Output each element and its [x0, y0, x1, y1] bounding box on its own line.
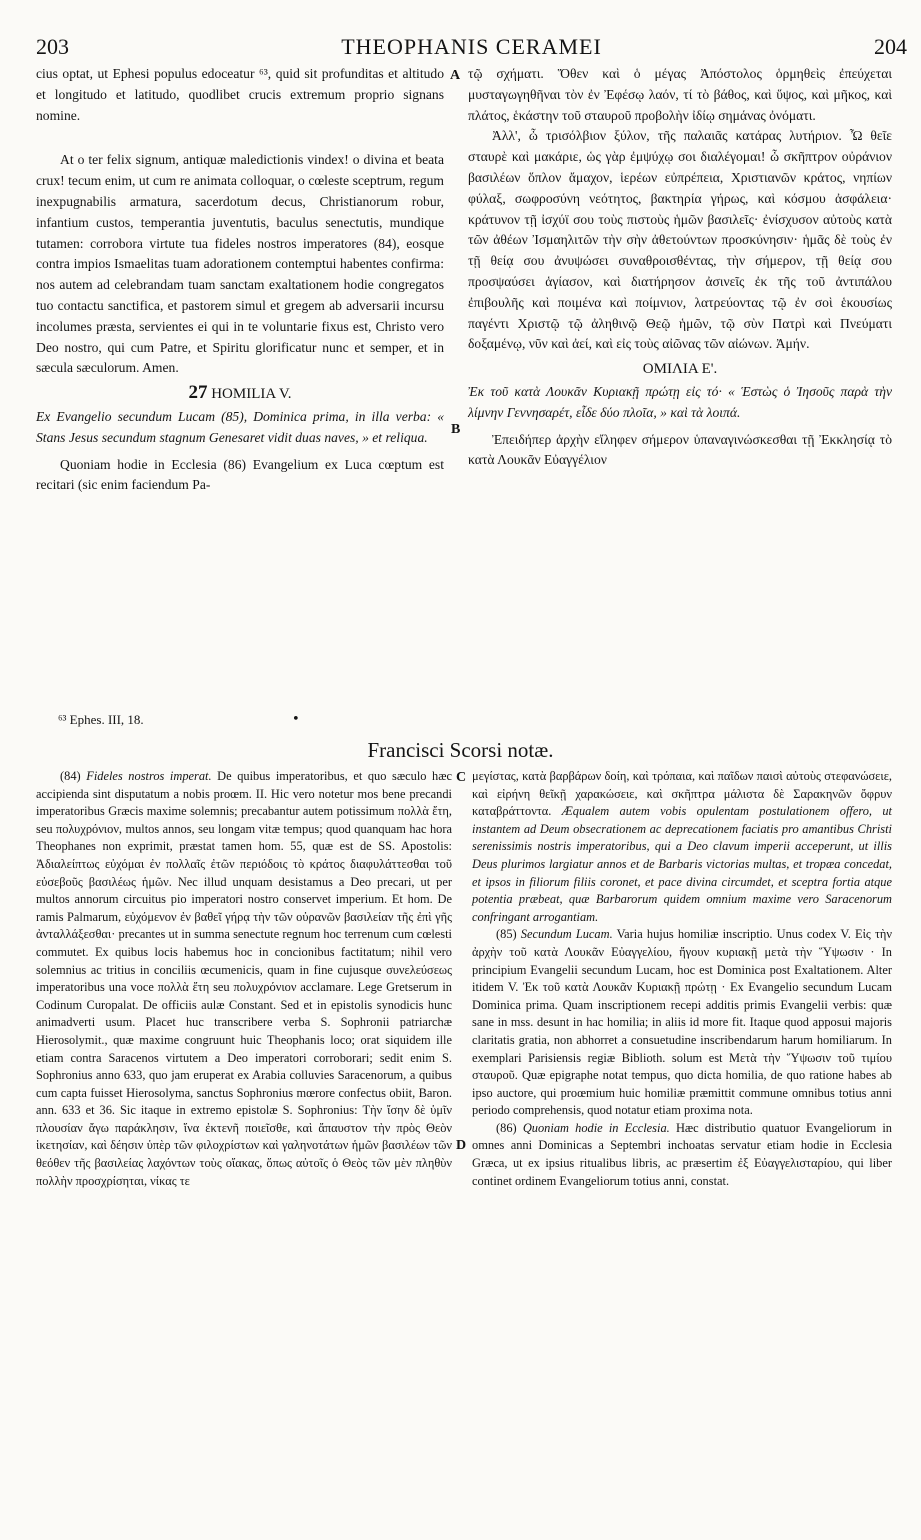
note-85-text: Varia hujus homiliæ inscriptio. Unus codex V. Εἰς τὴν ἀρχὴν τοῦ κατὰ Λουκᾶν Εὐαγγελίου, ἤγουν κυριακῇ μετὰ τὴν Ὕψωσιν · In principium Evangelii secundum Lucam, hoc est Dominica post Exaltationem. Alter itidem V. Ἐκ τοῦ κατὰ Λουκᾶν Κυριακῇ πρώτῃ · Ex Evangelio secundum Lucam Dominica prima. Quam inscriptionem recepi additis primis Evangelii verbis: quæ sane in mss. desunt in hac homilia; in aliis id more fit. Itaque quod apposui majoris claritatis gratia, non abhorret a consuetudine inscribendarum harum homiliarum. In exemplari Parisiensis regiæ Biblioth. solum est Μετὰ τὴν Ὕψωσιν τοῦ τιμίου σταυροῦ. Quæ epigraphe notat tempus, quo dicta homilia, de quo ratione habes ab ipso auctore, qui proœmium huic homiliæ præmittit commune omnibus totius anni periodo comprehensis, quod notatur etiam proxima nota. — [472, 927, 893, 1118]
footnote: ⁶³ Ephes. III, 18. — [58, 712, 144, 727]
running-header — [36, 34, 907, 62]
latin-homily-heading — [36, 383, 444, 405]
latin-homily-subtitle: Ex Evangelio secundum Lucam (85), Dominica prima, in illa verba: « Stans Jesus secundum stagnum Genesaret vidit duas naves, » et reliqua. — [36, 408, 444, 445]
latin-column-top — [36, 64, 444, 496]
page-number-left: 203 — [36, 34, 69, 59]
note-86-lemma: Quoniam hodie in Ecclesia. — [522, 1120, 670, 1135]
margin-marker-a: A — [450, 68, 461, 83]
greek-paragraph-2: Ἀλλ', ὦ τρισόλβιον ξύλον, τῆς παλαιᾶς κατάρας λυτήριον. Ὦ θεῖε σταυρὲ καὶ μακάριε, ὡς γὰρ ἐμψύχῳ σοι διαλέγομαι! ὦ σκῆπτρον οὐράνιον βασιλέων ὅπλον ἄμαχον, ἱερέων εὐπρέπεια, Χριστιανῶν κράτος, νηπίων φύλαξ, σωφροσύνη νεότητος, βακτηρία γήρως, καὶ κόσμου ἀσφάλεια· κράτυνον τῇ ἰσχύϊ σου τοὺς πιστοὺς ἡμῶν βασιλεῖς· ἐνίσχυσον αὐτοὺς κατὰ τῶν ἀθέων Ἰσμαηλιτῶν τὴν σὴν ἀθετούντων προσκύνησιν· ἡμᾶς δὲ τοὺς ἐν τῇ θείᾳ σου ἀνυψώσει συναθροισθέντας, τὴν σήμερον, τῇ θείᾳ σου προσψαύσει ἁγίασον, καὶ διατήρησον ἀσινεῖς ἐκ τῆς τοῦ ἀντιπάλου ἐπιβουλῆς καὶ ποιμένα καὶ ποίμνιον, λατρεύοντας τῷ ἐν σοὶ ἑκουσίως παγέντι Χριστῷ τῷ ἀληθινῷ Θεῷ ἡμῶν, τῷ σὺν Πατρὶ καὶ Πνεύματι δοξαμένῳ, νῦν καὶ ἀεί, καὶ εἰς τοὺς αἰῶνας τῶν αἰώνων. Ἀμήν. — [468, 128, 892, 352]
margin-marker-b: B — [451, 422, 461, 437]
greek-homily-subtitle: Ἐκ τοῦ κατὰ Λουκᾶν Κυριακῇ πρώτῃ εἰς τό· « Ἑστὼς ὁ Ἰησοῦς παρὰ τὴν λίμνην Γεννησαρέτ, εἶδε δύο πλοῖα, » καὶ τὰ λοιπά. — [468, 383, 892, 420]
latin-paragraph-3: Quoniam hodie in Ecclesia (86) Evangelium ex Luca cœptum est recitari (sic enim faciendum Pa- — [36, 456, 444, 493]
greek-paragraph-3: Ἐπειδήπερ ἀρχὴν εἴληφεν σήμερον ὑπαναγινώσκεσθαι τῇ Ἐκκλησίᾳ τὸ κατὰ Λουκᾶν Εὐαγγέλιον — [468, 431, 892, 468]
running-title: THEOPHANIS CERAMEI — [341, 34, 602, 59]
note-86-number: (86) — [496, 1120, 517, 1135]
greek-homily-heading — [468, 359, 892, 380]
margin-marker-d: D — [456, 1138, 467, 1153]
notes-column-left — [36, 768, 452, 1190]
note-84-continuation — [472, 768, 892, 926]
homily-number: 27 — [188, 382, 208, 404]
greek-paragraph-1: τῷ σχήματι. Ὅθεν καὶ ὁ μέγας Ἀπόστολος ὁρμηθεὶς ἐπεύχεται μυσταγωγηθῆναι τὸν ἐν Ἐφέσῳ λαόν, τί τὸ βάθος, καὶ ὕψος, καὶ μῆκος, καὶ πλάτος, ἑκάστην τοῦ σταυροῦ προβολὴν ἰδίῳ σημάνας ὀνόματι. — [468, 66, 892, 123]
note-86-text: Hæc distributio quatuor Evangeliorum in omnes anni Dominicas a Septembri inchoatas servatur etiam hodie in Ecclesia Græca, ut ex ipsius ritualibus libris, ac præsertim ἐξ Εὐαγγελισταρίου, qui liber continet ordinem Evangeliorum totius anni, constat. — [472, 1120, 892, 1188]
latin-paragraph-1: cius optat, ut Ephesi populus edoceatur ⁶³, quid sit profunditas et altitudo et longitudo et latitudo, quodlibet crucis extremum proprio signans nomine. — [36, 66, 444, 123]
note-84-lemma: Fideles nostros imperat. — [86, 769, 212, 783]
note-85 — [472, 926, 892, 1120]
note-84-greek-quote: μεγίστας, κατὰ βαρβάρων δοίη, καὶ τρόπαια, καὶ παῖδων παισὶ αὐτοὺς στεφανώσειε, καὶ εἰρήνη θεῖκῇ χαρακώσειε, καὶ σκῆπτρα μάλιστα δὲ Σαρακηνῶν ὄφρυν καταβράττοντα. — [472, 769, 892, 819]
note-84-number: (84) — [60, 769, 81, 783]
latin-homily-title: HOMILIA V. — [211, 386, 292, 403]
note-84-text: De quibus imperatoribus, et quo sæculo hæc accipienda sint disputatum a nobis proœm. II. Hic vero notetur mos bene precandi imperatoribus Græcis maxime solemnis; precabantur autem potissimum πολλὰ ἔτη, seu πολυχρόνιον, multos annos, seu longam vitæ tempus; quod quanquam hac hora Theophanes non exprimit, præstat tamen hom. 55, quæ est de SS. Apostolis: Ἀδιαλείπτως εὐχόμαι ἐν πολλαῖς ἐτῶν περιόδοις τὸ κράτος διαφυλάττεσθαι τοῦ εὐσεβοῦς βασιλέως ἡμῶν. Nec illud unquam desistamus a Deo precari, ut per multos annorum circuitus pio imperatori nostro conservet imperium. Et hom. De ramis Palmarum, εὐχόμενον ἐν βαθεῖ γήρᾳ τὴν τῶν οὐρανῶν βασιλείαν τῆς ἐπὶ γῆς ἀνταλλάξεσθαι· precantes ut in summa senectute regnum hoc terrenum cum cœlesti commutet. Ex quibus locis habemus hoc in concionibus factitatum; nihil vero solemnius ac tritius in conciliis œcumenicis, quam in fine cujusque συνελεύσεως imperatoribus una voce πολλὰ ἔτη seu πολυχρόνιον acclamare. Lege Gretserum in Codinum Curopalat. De officiis aulæ Constant. Sed et in epistolis synodicis hunc animadverti usum. Placet huc transcribere verba S. Sophronii patriarchæ Hierosolymit., quæ maxime congruunt huic Theophanis loco; orat siquidem ille etiam contra Saracenos virtutem a Deo imperatori corroborari; sedit enim S. Sophronius anno 633, quo jam eruperat ex Arabia colluvies Saracenorum, a quibus cum capta fuisset Hierosolyma, sanctus Sophronius mœrore confectus obiit, Baron. ann. 633 et 36. Sic itaque in extremo epistolæ S. Sophronius: Τὴν ἴσην δὲ ὑμῖν πλουσίαν ἄγω παράκλησιν, ἵνα ἐκτενῆ ποιεῖσθε, καὶ ἄπαυστον τὴν πρὸς Θεὸν ἱκετησίαν, καὶ δέησιν ὑπὲρ τῶν φιλοχρίστων καὶ γαληνοτάτων ἡμῶν βασιλέων τῶν θεόθεν τῆς βασιλείας λαχόντων τοὺς οἴακας, ὅπως αὐτοῖς ὁ Θεὸς τῶν μὲν πληθὺν πολλὴν προσχρίσηται, νίκας τε — [36, 769, 453, 1188]
notes-title: Francisci Scorsi notæ. — [367, 738, 554, 762]
greek-homily-title: ΟΜΙΛΙΑ Ε'. — [642, 361, 718, 378]
note-84 — [36, 768, 452, 1190]
note-84-latin-translation: Æqualem autem vobis opulentam postulationem offero, ut instantem ad Deum obsecrationem ac deprecationem faciatis pro amantibus Christi serenissimis nostris imperatoribus, qui a Deo clavum imperii acceperunt, ut illis Deus plurimos largiatur annos et de Barbaris victorias multas, et tropæa concedat, et ipsos in filiorum filiis coronet, et pace divina circumdet, et sceptra fortia atque potentia præbeat, quæ Barbarorum quidem omnium maxime vero Saracenorum confringant arrogantiam. — [472, 804, 892, 924]
note-86 — [472, 1120, 892, 1190]
notes-column-right — [472, 768, 892, 1190]
note-85-number: (85) — [496, 927, 517, 942]
margin-marker-c: C — [456, 770, 467, 785]
separator-dot: • — [292, 712, 300, 727]
note-85-lemma: Secundum Lucam. — [520, 927, 613, 942]
page-number-right: 204 — [874, 34, 907, 59]
latin-paragraph-2: At o ter felix signum, antiquæ maledictionis vindex! o divina et beata crux! tecum enim, ut cum re animata colloquar, o cœleste sceptrum, regum inexpugnabilis armatura, sacerdotum decus, Christianorum robur, infantium custos, temperantia juventutis, baculus senectutis, mundique tutamen: corrobora virtute tua fideles nostros imperatores (84), eosque contra impios Ismaelitas tuam adorationem contemptui habentes confirma: nos autem ad celebrandam tuam sanctam exaltationem hodie congregatos tuo contactu sanctifica, et pastorem simul et gregem ab adversarii incursu incolumes præsta, servientes ei qui in te voluntarie fixus est, Christo vero Deo nostro, qui cum Patre, et Spiritu glorificatur nunc et semper, et in sæcula sæculorum. Amen. — [36, 152, 444, 376]
greek-column-top — [468, 64, 892, 471]
